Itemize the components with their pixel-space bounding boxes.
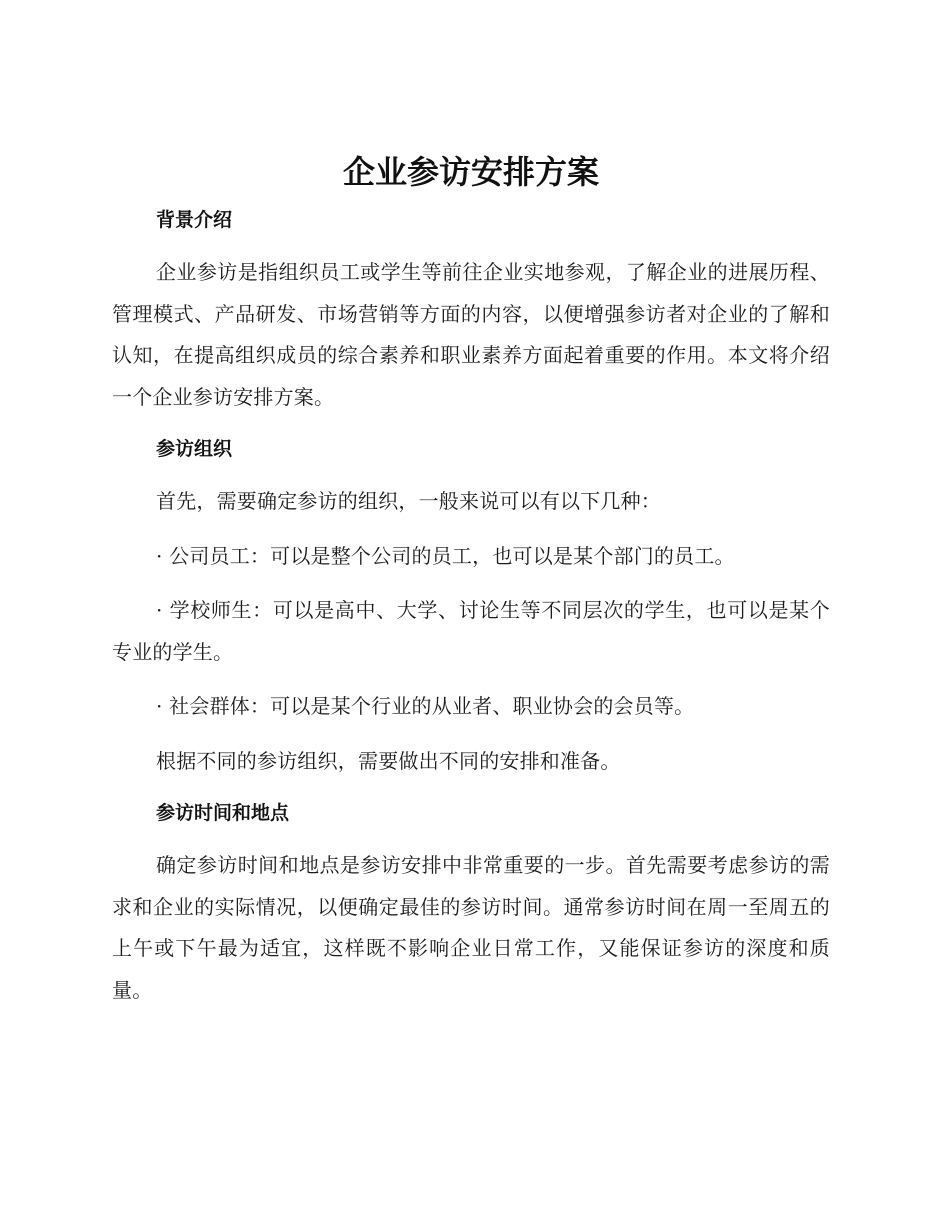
bullet-item-school: · 学校师生：可以是高中、大学、讨论生等不同层次的学生，也可以是某个专业的学生。 [112,598,830,664]
bullet-item-company-staff: · 公司员工：可以是整个公司的员工，也可以是某个部门的员工。 [156,543,735,568]
section-heading-time-location: 参访时间和地点 [156,802,290,824]
paragraph-time-location: 确定参访时间和地点是参访安排中非常重要的一步。首先需要考虑参访的需求和企业的实际情况，以便确定最佳的参访时间。通常参访时间在周一至周五的上午或下午最为适宜，这样既不影响企业日常工作，又能保证参访的深度和质量。 [112,853,830,1002]
document-title: 企业参访安排方案 [342,153,599,191]
paragraph-organization-summary: 根据不同的参访组织，需要做出不同的安排和准备。 [156,748,621,773]
section-heading-background: 背景介绍 [156,209,233,231]
document-body [112,146,830,1024]
paragraph-organization-intro: 首先，需要确定参访的组织，一般来说可以有以下几种： [156,489,661,513]
paragraph-background-intro: 企业参访是指组织员工或学生等前往企业实地参观，了解企业的进展历程、管理模式、产品研发、市场营销等方面的内容，以便增强参访者对企业的了解和认知，在提高组织成员的综合素养和职业素养方面起着重要的作用。本文将介绍一个企业参访安排方案。 [112,260,830,409]
bullet-item-social-groups: · 社会群体：可以是某个行业的从业者、职业协会的会员等。 [156,694,695,718]
section-heading-organization: 参访组织 [156,438,233,460]
